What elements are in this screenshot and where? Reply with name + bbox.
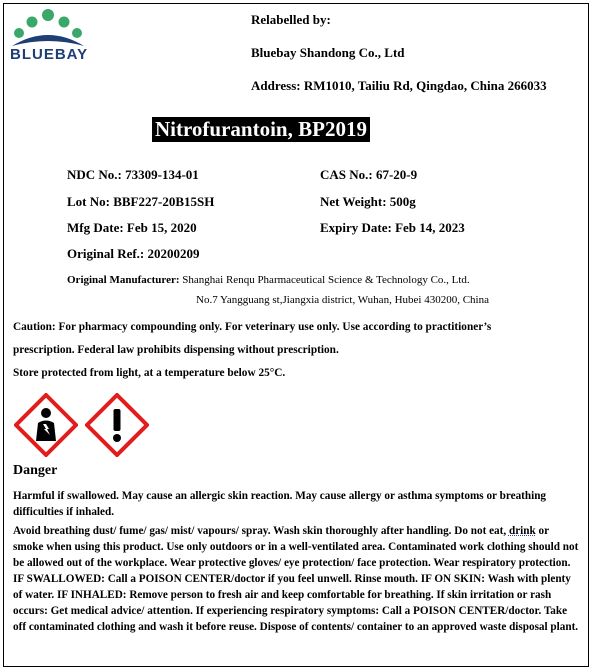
product-title: Nitrofurantoin, BP2019: [152, 117, 370, 142]
caution-line-2: prescription. Federal law prohibits dispensing without prescription.: [13, 344, 339, 356]
storage-statement: Store protected from light, at a temperature below 25°C.: [13, 367, 286, 379]
exclamation-mark-icon: [85, 393, 149, 457]
hazard-statements: Harmful if swallowed. May cause an allergic skin reaction. May cause allergy or asthma symptoms or breathing difficulties if inhaled.: [13, 490, 547, 518]
relabel-address: Address: RM1010, Tailiu Rd, Qingdao, China 266033: [251, 78, 547, 93]
net-weight: Net Weight: 500g: [320, 194, 416, 209]
original-ref: Original Ref.: 20200209: [67, 246, 200, 261]
relabel-company: Bluebay Shandong Co., Ltd: [251, 45, 405, 60]
ndc-number: NDC No.: 73309-134-01: [67, 167, 199, 182]
manufacturer-name: Shanghai Renqu Pharmaceutical Science & Technology Co., Ltd.: [182, 274, 470, 286]
relabel-label: Relabelled by:: [251, 12, 331, 27]
lot-number: Lot No: BBF227-20B15SH: [67, 194, 215, 209]
health-hazard-icon: [14, 393, 78, 457]
original-manufacturer: [67, 274, 470, 286]
drink-word: drink: [508, 525, 536, 537]
logo-text: BLUEBAY: [10, 46, 89, 63]
mfg-date: Mfg Date: Feb 15, 2020: [67, 220, 197, 235]
precautionary-statements: [13, 523, 581, 635]
manufacturer-address: No.7 Yangguang st,Jiangxia district, Wuhan, Hubei 430200, China: [196, 294, 489, 306]
manufacturer-label: Original Manufacturer:: [67, 274, 180, 286]
signal-word: Danger: [13, 463, 58, 478]
cas-number: CAS No.: 67-20-9: [320, 167, 418, 182]
precautionary-part-2: or smoke when using this product. Use only outdoors or in a well-ventilated area. Contaminated work clothing should not be allowed out of the workplace. Wear protective gloves/ eye protection/ face protection. Wear respiratory protection. IF SWALLOWED: Call a POISON CENTER/doctor if you feel unwell. Rinse mouth. IF ON SKIN: Wash with plenty of water. IF INHALED: Remove person to fresh air and keep comfortable for breathing. If skin irritation or rash occurs: Get medical advice/ attention. If experiencing respiratory symptoms: Call a POISON CENTER/doctor. Take off contaminated clothing and wash it before reuse. Dispose of contents/ container to an approved waste disposal plant.: [13, 525, 579, 633]
expiry-date: Expiry Date: Feb 14, 2023: [320, 220, 465, 235]
caution-line-1: Caution: For pharmacy compounding only. For veterinary use only. Use according to practitioner’s: [13, 321, 492, 333]
precautionary-part-1: Avoid breathing dust/ fume/ gas/ mist/ vapours/ spray. Wash skin thoroughly after handling. Do not eat,: [13, 525, 509, 537]
